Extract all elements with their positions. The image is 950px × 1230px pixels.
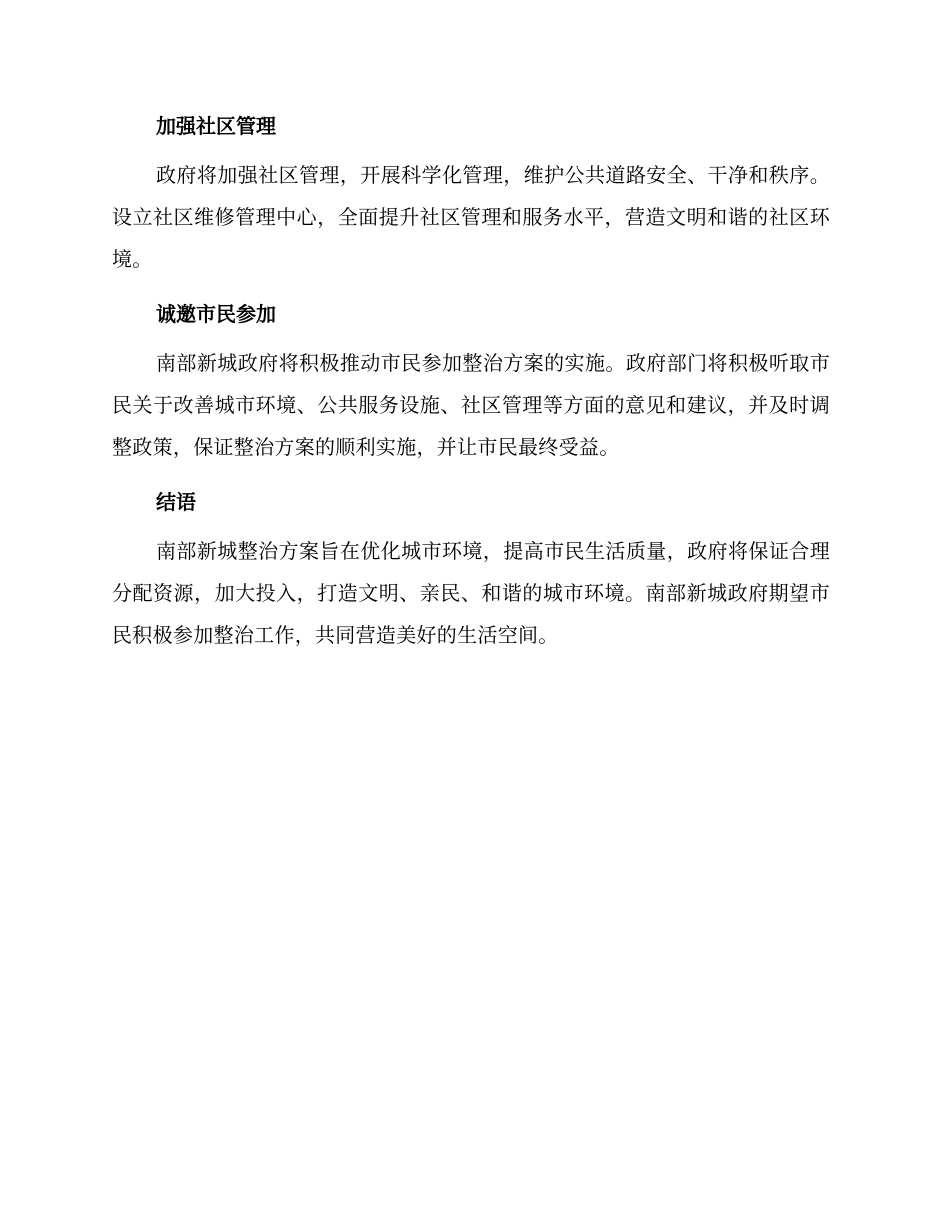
section-body-community-management: 政府将加强社区管理，开展科学化管理，维护公共道路安全、干净和秩序。设立社区维修管理中心，全面提升社区管理和服务水平，营造文明和谐的社区环境。 <box>112 163 830 271</box>
section-heading-community-management: 加强社区管理 <box>156 114 276 138</box>
section-heading-conclusion: 结语 <box>156 490 196 514</box>
section-heading-invite-citizens: 诚邀市民参加 <box>156 302 276 326</box>
section-body-conclusion: 南部新城整治方案旨在优化城市环境，提高市民生活质量，政府将保证合理分配资源，加大投入，打造文明、亲民、和谐的城市环境。南部新城政府期望市民积极参加整治工作，共同营造美好的生活空间。 <box>112 539 830 647</box>
section-body-invite-citizens: 南部新城政府将积极推动市民参加整治方案的实施。政府部门将积极听取市民关于改善城市环境、公共服务设施、社区管理等方面的意见和建议，并及时调整政策，保证整治方案的顺利实施，并让市民最终受益。 <box>112 351 830 459</box>
document-content <box>112 106 830 670</box>
